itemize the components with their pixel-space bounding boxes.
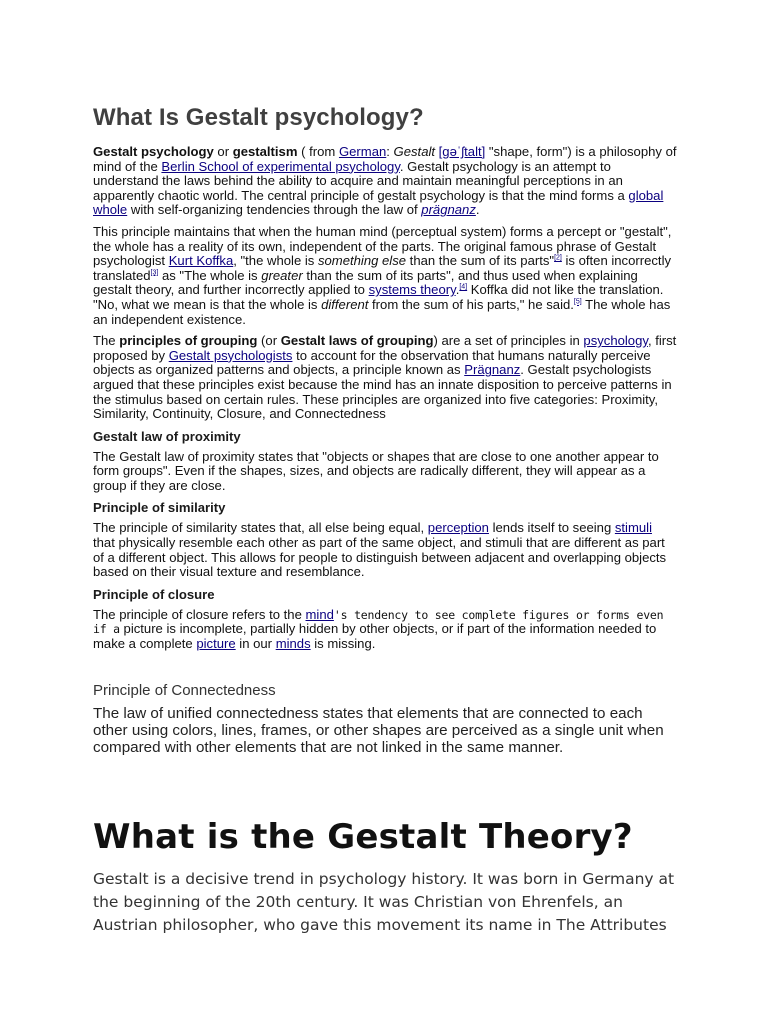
grouping-paragraph: [93, 334, 677, 422]
text-run: . Gestalt psychologists argued that these principles exist because the mind has an innate disposition to perceive patterns in the stimulus based on certain rules. These principles are organized into five categories: Proximity, Similarity, Continuity, Closure, and Connectedness: [93, 362, 672, 422]
section-heading-similarity: Principle of similarity: [93, 500, 226, 516]
link-mind[interactable]: mind: [305, 606, 334, 622]
text-run: that physically resemble each other as part of the same object, and stimuli that are different as part of a different object. This allows for people to distinguish between adjacent and overlapping objects based on their visual texture and resemblance.: [93, 535, 667, 580]
proximity-paragraph: The Gestalt law of proximity states that "objects or shapes that are close to one another appear to form groups". Even if the shapes, sizes, and objects are radically different, they will appear as a group if they are close.: [93, 448, 659, 493]
text-run: (or: [257, 333, 281, 349]
text-run: ) are a set of principles in: [433, 333, 584, 349]
koffka-paragraph: [93, 225, 677, 327]
similarity-paragraph: [93, 521, 677, 579]
text-run: Koffka did not like the translation. "No, what we mean is that the whole is: [93, 282, 664, 312]
gestalt-theory-title: What is the Gestalt Theory?: [93, 816, 633, 857]
text-run: than the sum of its parts": [406, 253, 555, 269]
text-run: lends itself to seeing: [488, 520, 615, 536]
text-run: is often incorrectly translated: [93, 253, 672, 283]
link-german[interactable]: German: [338, 144, 387, 159]
link-pragnanz[interactable]: [421, 202, 476, 217]
emphasis: something else: [317, 253, 407, 269]
link-gestalt-psychologists[interactable]: Gestalt psychologists: [168, 347, 293, 363]
link-picture[interactable]: picture: [196, 636, 236, 652]
text-run: as "The whole is: [158, 267, 262, 283]
text-run: This principle maintains that when the human mind (perceptual system) forms a percept or "gestalt", the whole has a reality of its own, independent of the parts. The original famous phrase of Gestalt psychologist: [93, 223, 672, 269]
link-minds[interactable]: minds: [275, 636, 311, 652]
text-run: is missing.: [310, 636, 376, 652]
section-heading-proximity: Gestalt law of proximity: [93, 428, 241, 444]
emphasis: different: [321, 296, 369, 312]
text-run: in our: [235, 636, 276, 652]
text-run: or: [213, 144, 233, 159]
emphasis: greater: [261, 267, 303, 283]
section-heading-closure: Principle of closure: [93, 586, 215, 602]
citation-2[interactable]: [2]: [554, 254, 562, 262]
text-run: , "the whole is: [233, 253, 318, 269]
link-berlin-school[interactable]: Berlin School of experimental psychology: [161, 158, 400, 174]
citation-4[interactable]: [4]: [459, 283, 468, 291]
term-gestalt-psychology: Gestalt psychology: [93, 144, 214, 159]
intro-paragraph: [93, 145, 677, 218]
closure-paragraph: [93, 608, 677, 652]
text-run: 's tendency to see complete figures or forms even if a: [93, 607, 664, 637]
citation-3[interactable]: [3]: [150, 269, 159, 277]
text-run: , first proposed by: [93, 333, 677, 363]
text-run: from the sum of his parts," he said.: [368, 296, 574, 312]
text-run: The whole has an independent existence.: [93, 296, 671, 327]
connectedness-paragraph: The law of unified connectedness states that elements that are connected to each other using colors, lines, frames, or other shapes are perceived as a single unit when compared with other elements that are not linked in the same manner.: [93, 704, 664, 756]
term-gestalt-laws: Gestalt laws of grouping: [280, 333, 434, 349]
text-run: picture is incomplete, partially hidden by other objects, or if part of the information needed to make a complete: [93, 621, 657, 652]
citation-5[interactable]: [5]: [573, 298, 582, 306]
text-run: to account for the observation that humans naturally perceive objects as organized patterns and objects, a principle known as: [93, 347, 651, 378]
link-perception[interactable]: perception: [427, 520, 489, 536]
text-run: "shape, form") is a philosophy of mind of the: [93, 144, 677, 174]
text-run: The principle of closure refers to the: [93, 606, 306, 622]
text-run: The principle of similarity states that, all else being equal,: [93, 520, 428, 536]
link-systems-theory[interactable]: systems theory: [368, 282, 456, 298]
text-run: :: [386, 144, 394, 159]
text-run: with self-organizing tendencies through the law of: [127, 202, 422, 218]
text-run: .: [455, 282, 460, 298]
text-run: than the sum of its parts", and thus used when explaining gestalt theory, and further incorrectly applied to: [93, 267, 638, 298]
link-pragnanz-label: prägnanz: [421, 202, 476, 218]
link-ipa[interactable]: [ɡəˈʃtalt]: [438, 144, 486, 159]
term-principles-of-grouping: principles of grouping: [119, 333, 258, 349]
section-heading-connectedness: Principle of Connectedness: [93, 681, 276, 699]
text-run: ( from: [297, 144, 339, 159]
gestalt-theory-paragraph: Gestalt is a decisive trend in psychology history. It was born in Germany at the beginning of the 20th century. It was Christian von Ehrenfels, an Austrian philosopher, who gave this movement its name in The Attributes: [93, 869, 675, 934]
term-gestalt: Gestalt: [393, 144, 436, 159]
link-kurt-koffka[interactable]: Kurt Koffka: [168, 253, 234, 269]
link-global-whole[interactable]: global whole: [93, 187, 664, 218]
document-content: [93, 104, 677, 937]
text-run: The: [93, 333, 120, 349]
text-run: . Gestalt psychology is an attempt to understand the laws behind the ability to acquire and maintain meaningful perceptions in an apparently chaotic world. The central principle of gestalt psychology is that the mind forms a: [93, 158, 629, 203]
link-psychology[interactable]: psychology: [583, 333, 648, 349]
page-title: What Is Gestalt psychology?: [93, 104, 424, 131]
term-gestaltism: gestaltism: [232, 144, 298, 159]
link-pragnanz-2[interactable]: Prägnanz: [464, 362, 521, 378]
text-run: .: [475, 202, 480, 218]
link-stimuli[interactable]: stimuli: [614, 520, 652, 536]
